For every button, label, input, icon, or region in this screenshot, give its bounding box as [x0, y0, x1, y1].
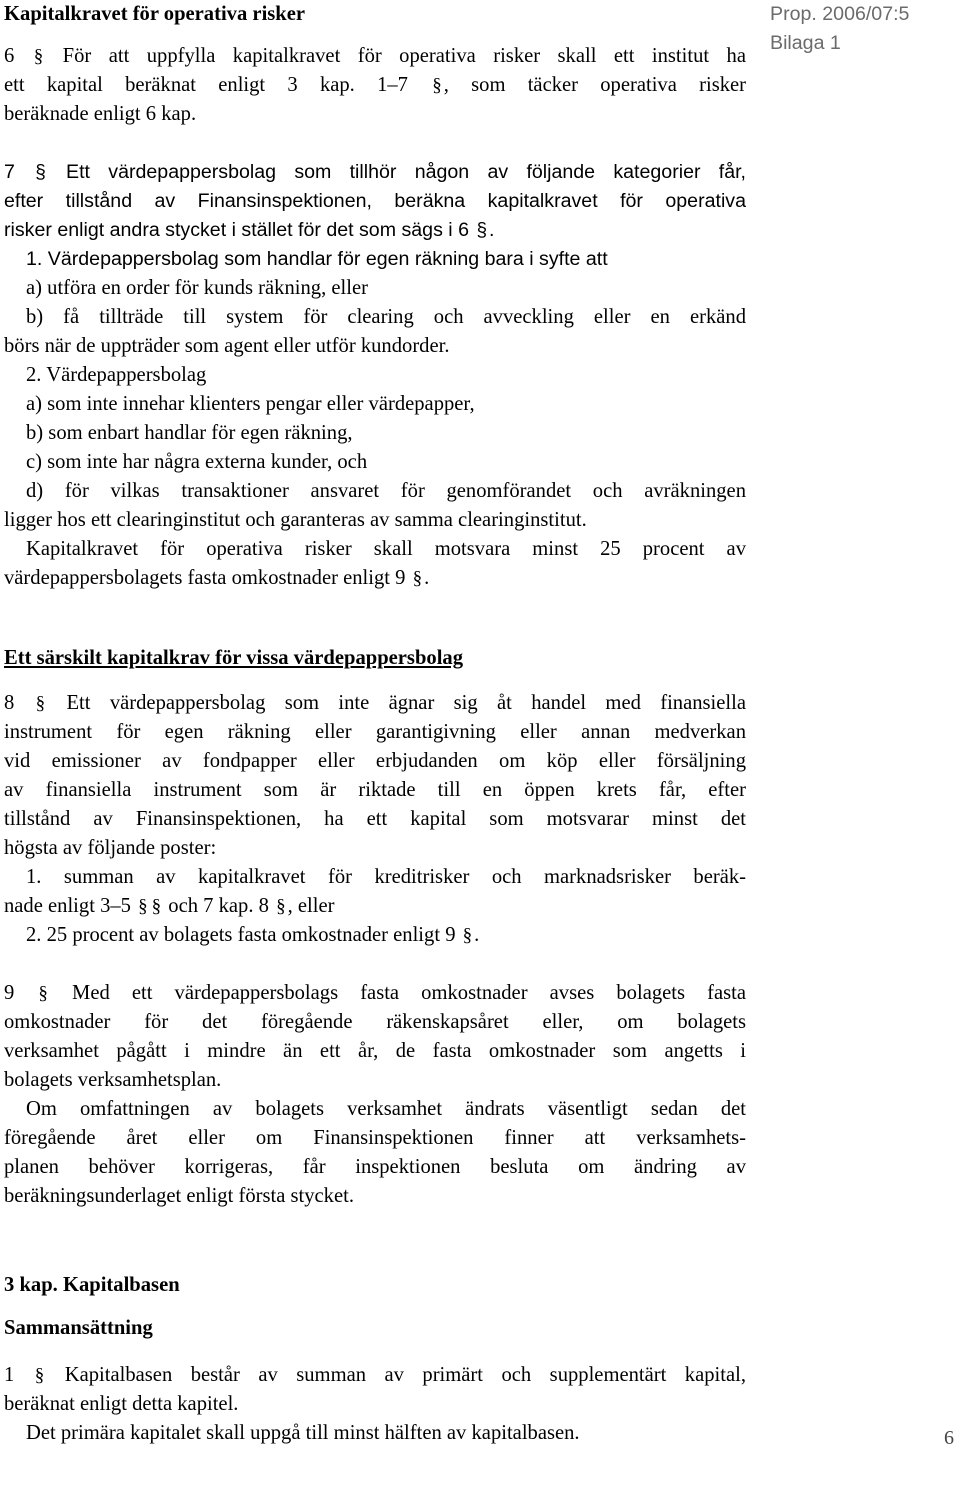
- text-segment: Om omfattningen av bolagets verksamhet ändrats väsentligt sedan det: [26, 1098, 746, 1120]
- text-segment: Kapitalkravet för operativa risker skall motsvara minst 25 procent av: [26, 538, 746, 560]
- text-line: [26, 361, 746, 390]
- text-line: [26, 535, 746, 564]
- text-line: [4, 0, 746, 29]
- section-symbol-icon: §: [35, 162, 46, 183]
- text-line: [26, 245, 746, 274]
- text-segment: 9: [4, 982, 37, 1004]
- text-line: [4, 805, 746, 834]
- text-line: [26, 419, 746, 448]
- text-line: [4, 1361, 746, 1390]
- text-segment: ligger hos ett clearinginstitut och garanteras av samma clearinginstitut.: [4, 509, 587, 531]
- text-line: [26, 1419, 746, 1448]
- text-line: [4, 42, 746, 71]
- text-segment: .: [474, 924, 480, 946]
- text-segment: beräknat enligt detta kapitel.: [4, 1393, 239, 1415]
- text-segment: värdepappersbolagets fasta omkostnader enligt 9: [4, 567, 411, 589]
- section-symbol-icon: §: [412, 568, 423, 589]
- text-line: [4, 1271, 746, 1300]
- section-symbol-icon: §: [462, 925, 473, 946]
- text-line: [4, 1390, 746, 1419]
- text-line: [4, 100, 746, 129]
- text-segment: planen behöver korrigeras, får inspektionen besluta om ändring av: [4, 1156, 746, 1178]
- text-segment: Det primära kapitalet skall uppgå till minst hälften av kapitalbasen.: [26, 1422, 580, 1444]
- text-line: [4, 1066, 746, 1095]
- text-line: [26, 448, 746, 477]
- text-line: [4, 1124, 746, 1153]
- text-segment: a) utföra en order för kunds räkning, eller: [26, 277, 368, 299]
- text-segment: 8: [4, 692, 34, 714]
- text-segment: .: [489, 219, 495, 241]
- text-line: [26, 274, 746, 303]
- text-line: [4, 158, 746, 187]
- text-segment: Sammansättning: [4, 1317, 153, 1339]
- text-segment: Ett värdepappersbolag som tillhör någon av följande kategorier får,: [47, 161, 746, 183]
- text-line: [26, 863, 746, 892]
- text-line: [4, 216, 746, 245]
- section-symbol-icon: §: [38, 983, 48, 1004]
- text-line: [26, 303, 746, 332]
- text-line: [4, 892, 746, 921]
- text-segment: efter tillstånd av Finansinspektionen, beräkna kapitalkravet för operativa: [4, 190, 746, 212]
- text-segment: Ett värdepappersbolag som inte ägnar sig åt handel med finansiella: [47, 692, 746, 714]
- text-line: [4, 564, 746, 593]
- text-segment: 3 kap. Kapitalbasen: [4, 1274, 180, 1296]
- text-segment: beräkningsunderlaget enligt första stycket.: [4, 1185, 354, 1207]
- text-segment: tillstånd av Finansinspektionen, ha ett kapital som motsvarar minst det: [4, 808, 746, 830]
- text-segment: Kapitalbasen består av summan av primärt och supplementärt kapital,: [46, 1364, 746, 1386]
- text-line: [4, 1314, 746, 1343]
- text-line: [4, 747, 746, 776]
- text-segment: bolagets verksamhetsplan.: [4, 1069, 222, 1091]
- text-segment: risker enligt andra stycket i stället för det som sägs i 6: [4, 219, 475, 241]
- text-line: [4, 644, 746, 673]
- text-line: [26, 390, 746, 419]
- text-segment: ett kapital beräknat enligt 3 kap. 1–7: [4, 74, 431, 96]
- text-line: [4, 718, 746, 747]
- text-segment: 7: [4, 161, 34, 183]
- text-segment: 2. 25 procent av bolagets fasta omkostnader enligt 9: [26, 924, 461, 946]
- text-line: [4, 1182, 746, 1211]
- text-segment: av finansiella instrument som är riktade till en öppen krets får, efter: [4, 779, 746, 801]
- text-segment: .: [424, 567, 430, 589]
- section-symbol-icon: §: [33, 46, 44, 67]
- section-symbol-icon: §: [34, 1365, 45, 1386]
- text-segment: instrument för egen räkning eller garantigivning eller annan medverkan: [4, 721, 746, 743]
- text-segment: Ett särskilt kapitalkrav för vissa värdepappersbolag: [4, 647, 464, 669]
- section-symbol-icon: §: [276, 896, 286, 917]
- text-line: [4, 1153, 746, 1182]
- page-number: 6: [944, 1427, 954, 1449]
- text-segment: verksamhet pågått i mindre än ett år, de fasta omkostnader som angetts i: [4, 1040, 746, 1062]
- text-line: [26, 477, 746, 506]
- section-symbol-icon: §: [476, 220, 488, 241]
- text-line: [4, 332, 746, 361]
- text-segment: börs när de uppträder som agent eller utför kundorder.: [4, 335, 450, 357]
- section-symbol-icon: §: [151, 896, 162, 917]
- text-line: [4, 506, 746, 535]
- text-segment: , eller: [287, 895, 335, 917]
- text-line: [4, 979, 746, 1008]
- text-segment: 2. Värdepappersbolag: [26, 364, 207, 386]
- side-note: [770, 0, 960, 58]
- section-symbol-icon: §: [432, 75, 442, 96]
- text-segment: 1. Värdepappersbolag som handlar för egen räkning bara i syfte att: [26, 248, 608, 270]
- prop-reference: Prop. 2006/07:5: [770, 3, 910, 25]
- text-segment: föregående året eller om Finansinspektionen finner att verksamhets-: [4, 1127, 746, 1149]
- text-line: [4, 1037, 746, 1066]
- text-line: [4, 834, 746, 863]
- text-segment: Kapitalkravet för operativa risker: [4, 3, 306, 25]
- text-segment: b) få tillträde till system för clearing och avveckling eller en erkänd: [26, 306, 746, 328]
- text-segment: omkostnader för det föregående räkenskapsåret eller, om bolagets: [4, 1011, 746, 1033]
- text-segment: 1. summan av kapitalkravet för kreditrisker och marknadsrisker beräk-: [26, 866, 746, 888]
- text-line: [4, 187, 746, 216]
- text-line: [4, 776, 746, 805]
- bilaga-label: Bilaga 1: [770, 32, 841, 54]
- text-line: [4, 1008, 746, 1037]
- text-segment: 6: [4, 45, 32, 67]
- text-segment: c) som inte har några externa kunder, och: [26, 451, 368, 473]
- text-segment: Med ett värdepappersbolags fasta omkostnader avses bolagets fasta: [49, 982, 746, 1004]
- text-segment: d) för vilkas transaktioner ansvaret för genomförandet och avräkningen: [26, 480, 746, 502]
- section-symbol-icon: §: [138, 896, 148, 917]
- text-line: [26, 1095, 746, 1124]
- text-line: [4, 689, 746, 718]
- text-segment: högsta av följande poster:: [4, 837, 217, 859]
- text-segment: nade enligt 3–5: [4, 895, 137, 917]
- section-symbol-icon: §: [35, 693, 46, 714]
- text-segment: beräknade enligt 6 kap.: [4, 103, 197, 125]
- text-segment: , som täcker operativa risker: [443, 74, 747, 96]
- text-segment: vid emissioner av fondpapper eller erbjudanden om köp eller försäljning: [4, 750, 746, 772]
- text-segment: och 7 kap. 8: [163, 895, 275, 917]
- text-segment: För att uppfylla kapitalkravet för operativa risker skall ett institut ha: [45, 45, 746, 67]
- text-segment: b) som enbart handlar för egen räkning,: [26, 422, 353, 444]
- text-segment: 1: [4, 1364, 33, 1386]
- text-line: [4, 71, 746, 100]
- text-line: [26, 921, 746, 950]
- text-segment: a) som inte innehar klienters pengar eller värdepapper,: [26, 393, 475, 415]
